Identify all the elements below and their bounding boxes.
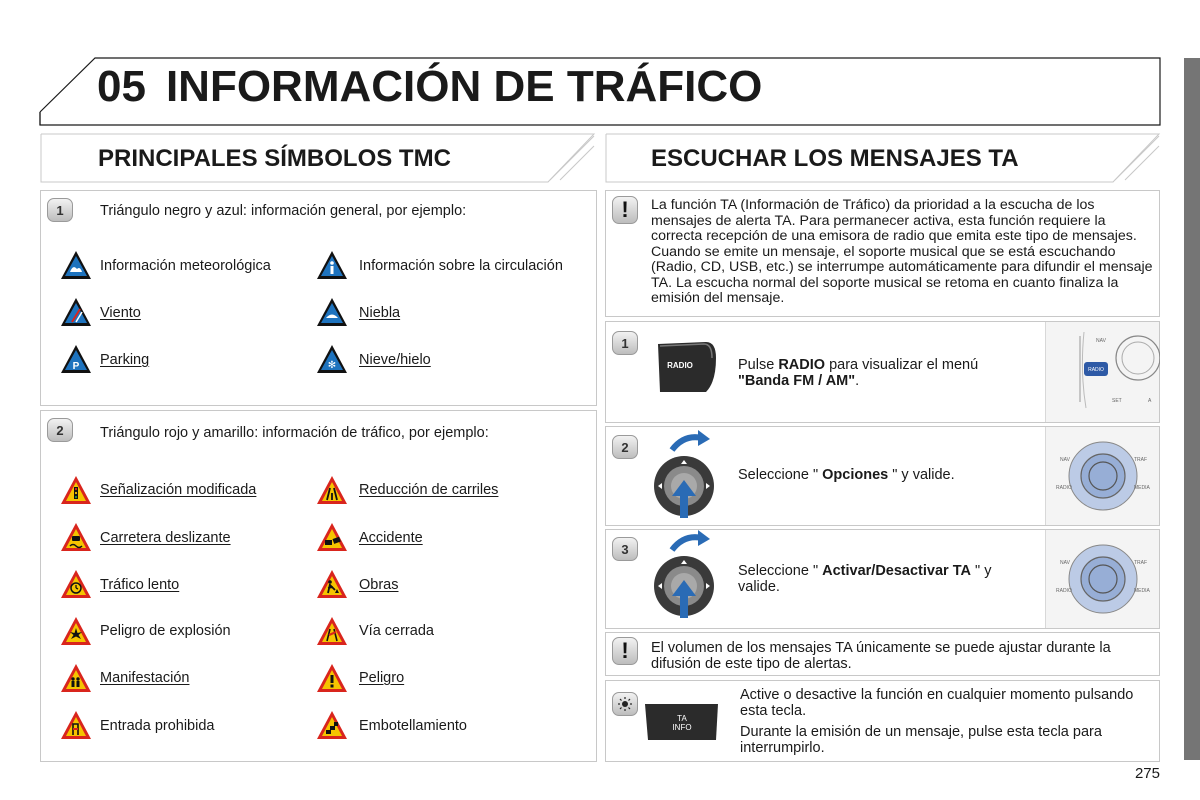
step1-text-bold2: "Banda FM / AM" [738, 373, 856, 389]
symbol-label-slippery-road: Carretera deslizante [100, 530, 231, 546]
roadworks-icon [316, 569, 348, 599]
step1-text-a: Pulse [738, 357, 779, 373]
slippery-road-icon [60, 522, 92, 552]
radio-panel-illustration [1045, 322, 1159, 422]
explosion-hazard-icon [60, 616, 92, 646]
step3-text-b: " y valide. [738, 563, 992, 595]
side-thumb-tab [1184, 58, 1200, 760]
radio-key-icon [654, 338, 720, 394]
symbol-label-parking: Parking [100, 352, 150, 368]
rotate-knob-icon [650, 430, 726, 524]
step2-text-a: Seleccione " [738, 467, 823, 483]
symbol-label-road-closed: Vía cerrada [359, 623, 434, 639]
lane-reduction-icon [316, 475, 348, 505]
knob-radio-label: RADIO [1056, 588, 1072, 594]
symbol-label-fog: Niebla [359, 305, 401, 321]
group1-intro: Triángulo negro y azul: información general, por ejemplo: [100, 203, 467, 219]
step-badge-2: 2 [612, 435, 638, 459]
step-badge-1: 1 [612, 331, 638, 355]
panel-set-label: SET [1112, 398, 1122, 404]
symbol-label-weather: Información meteorológica [100, 258, 271, 274]
knob-panel-illustration [1045, 530, 1159, 628]
traffic-info-icon [316, 250, 348, 280]
symbol-label-slow-traffic: Tráfico lento [100, 577, 180, 593]
step3-text-a: Seleccione " [738, 563, 823, 579]
svg-text:P: P [72, 361, 80, 372]
tip-line-1: Active o desactive la función en cualquier momento pulsando esta tecla. [740, 687, 1134, 719]
symbol-label-roadworks: Obras [359, 577, 399, 593]
knob-traf-label: TRAF [1134, 560, 1148, 566]
ta-info-key-icon [642, 702, 722, 742]
accident-icon [316, 522, 348, 552]
tip-bulb-icon [612, 692, 638, 716]
chapter-heading [97, 62, 762, 112]
page-number: 275 [1134, 765, 1160, 782]
step-badge-1: 1 [47, 198, 73, 222]
step2-text-bold: Opciones [822, 467, 889, 483]
step-badge-2: 2 [47, 418, 73, 442]
demonstration-icon [60, 663, 92, 693]
road-closed-icon [316, 616, 348, 646]
step1-text-bold: RADIO [778, 357, 826, 373]
knob-nav-label: NAV [1060, 560, 1070, 566]
svg-text:✻: ✻ [327, 360, 337, 371]
knob-nav-label: NAV [1060, 457, 1070, 463]
symbol-label-lane-reduction: Reducción de carriles [359, 482, 499, 498]
ta-key-line1: TA [677, 714, 687, 723]
symbol-label-wind: Viento [100, 305, 141, 321]
warning-icon: ! [612, 196, 638, 224]
chapter-title: INFORMACIÓN DE TRÁFICO [165, 62, 763, 111]
symbol-label-traffic-info: Información sobre la circulación [359, 258, 563, 274]
group2-intro: Triángulo rojo y amarillo: información de tráfico, por ejemplo: [100, 425, 489, 441]
knob-media-label: MEDIA [1134, 485, 1150, 491]
rotate-knob-icon [650, 530, 726, 624]
knob-panel-illustration [1045, 427, 1159, 525]
ta-key-line2: INFO [672, 723, 692, 732]
panel-a-label: A [1148, 398, 1152, 404]
weather-info-icon [60, 250, 92, 280]
step2-text [738, 467, 955, 483]
panel-nav-label: NAV [1096, 338, 1106, 344]
radio-key-label: RADIO [667, 361, 693, 370]
symbol-label-explosion: Peligro de explosión [100, 623, 231, 639]
ta-info-note: La función TA (Información de Tráfico) da prioridad a la escucha de los mensajes de alerta TA. Para permanecer activa, esta función requiere la correcta recepción de una emisora de radio que emita este tipo de mensajes. Cuando se emite un mensaje, el soporte musical que se está escuchando (Radio, CD, USB, etc.) se interrumpe automáticamente para difundir el mensaje TA. La escucha normal del soporte musical se retoma en cuanto finaliza la emisión del mensaje. [651, 197, 1153, 306]
symbol-label-signal-change: Señalización modificada [100, 482, 257, 498]
wind-icon [60, 297, 92, 327]
traffic-jam-icon [316, 710, 348, 740]
symbol-label-snow-ice: Nieve/hielo [359, 352, 431, 368]
step1-text [738, 357, 1028, 389]
knob-radio-label: RADIO [1056, 485, 1072, 491]
step-badge-3: 3 [612, 537, 638, 561]
step3-text-bold: Activar/Desactivar TA [822, 563, 971, 579]
signal-change-icon [60, 475, 92, 505]
snow-ice-icon [316, 344, 348, 374]
right-section-title: ESCUCHAR LOS MENSAJES TA [651, 145, 1019, 172]
knob-media-label: MEDIA [1134, 588, 1150, 594]
step1-text-b: para visualizar el menú [825, 357, 979, 373]
symbol-label-traffic-jam: Embotellamiento [359, 718, 467, 734]
danger-icon [316, 663, 348, 693]
no-entry-icon [60, 710, 92, 740]
volume-note: El volumen de los mensajes TA únicamente se puede ajustar durante la difusión de este tipo de alertas. [651, 640, 1111, 672]
symbol-label-demonstration: Manifestación [100, 670, 190, 686]
step2-text-b: " y valide. [888, 467, 955, 483]
panel-radio-label: RADIO [1088, 367, 1104, 373]
symbol-label-no-entry: Entrada prohibida [100, 718, 215, 734]
warning-icon: ! [612, 637, 638, 665]
step1-text-c: . [855, 373, 860, 389]
step3-text [738, 563, 1028, 595]
slow-traffic-icon [60, 569, 92, 599]
chapter-number: 05 [97, 62, 146, 111]
parking-icon [60, 344, 92, 374]
tip-line-2: Durante la emisión de un mensaje, pulse esta tecla para interrumpirlo. [740, 724, 1102, 756]
fog-icon [316, 297, 348, 327]
symbol-label-danger: Peligro [359, 670, 405, 686]
knob-traf-label: TRAF [1134, 457, 1148, 463]
symbol-label-accident: Accidente [359, 530, 423, 546]
left-section-title: PRINCIPALES SÍMBOLOS TMC [98, 145, 451, 172]
